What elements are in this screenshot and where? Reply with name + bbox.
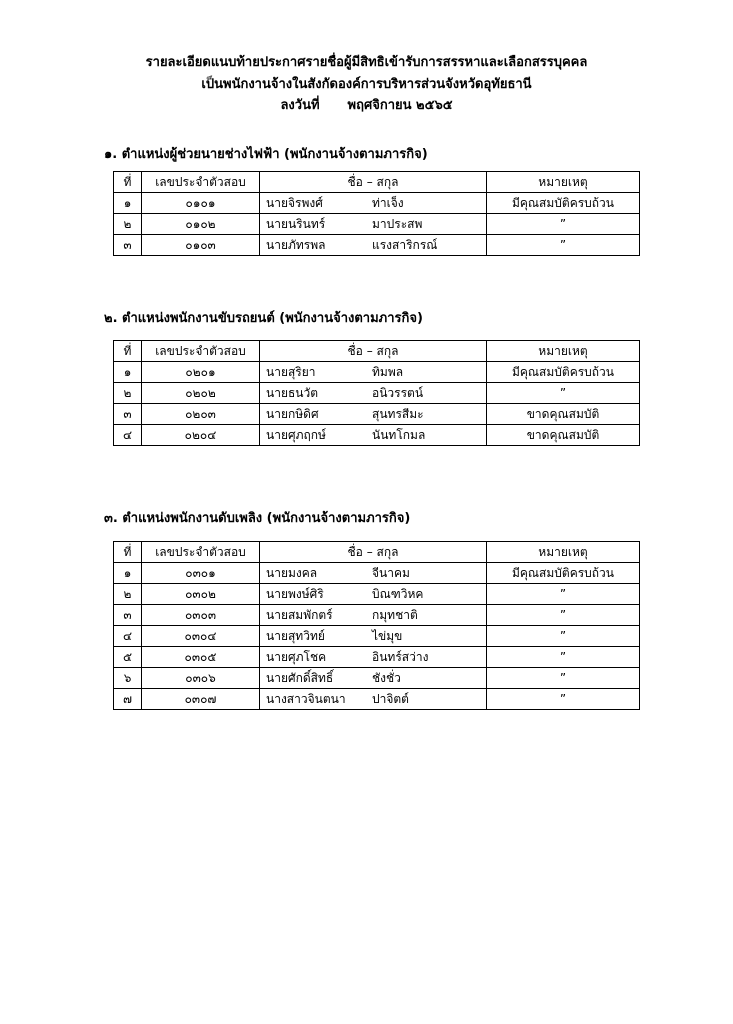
row-name [260,383,487,404]
row-no: ๔ [114,626,142,647]
row-no: ๑ [114,193,142,214]
row-no: ๒ [114,383,142,404]
row-exam-id: ๐๒๐๒ [142,383,260,404]
date-value: พฤศจิกายน ๒๕๖๕ [347,98,453,113]
last-name: อินทร์สว่าง [372,650,429,664]
first-name: นางสาวจินตนา [266,692,346,706]
last-name: นันทโกมล [372,428,426,442]
header-line-2: เป็นพนักงานจ้างในสังกัดองค์การบริหารส่วนจังหวัดอุทัยธานี [201,77,532,92]
col-note: หมายเหตุ [487,542,640,563]
section-title: ๑. ตำแหน่งผู้ช่วยนายช่างไฟฟ้า (พนักงานจ้างตามภารกิจ) [104,147,428,162]
header-line-1: รายละเอียดแนบท้ายประกาศรายชื่อผู้มีสิทธิเข้ารับการสรรหาและเลือกสรรบุคคล [145,55,588,70]
row-exam-id: ๐๑๐๑ [142,193,260,214]
row-name [260,214,487,235]
date-label: ลงวันที่ [280,98,320,113]
row-note: มีคุณสมบัติครบถ้วน [487,193,640,214]
first-name: นายกษิดิศ [266,407,319,421]
last-name: กมุทชาติ [372,608,418,622]
row-exam-id: ๐๓๐๔ [142,626,260,647]
last-name: บิณฑวิหค [372,587,424,601]
row-note: ” [487,214,640,235]
row-exam-id: ๐๓๐๖ [142,668,260,689]
section-table [113,340,640,446]
col-note: หมายเหตุ [487,172,640,193]
row-name [260,626,487,647]
last-name: ทิมพล [372,365,404,379]
row-no: ๓ [114,235,142,256]
first-name: นายศุภฤกษ์ [266,428,326,442]
col-note: หมายเหตุ [487,341,640,362]
row-note: ” [487,584,640,605]
table-row [114,626,640,647]
table-row [114,689,640,710]
table-header-row [114,172,640,193]
section-table [113,171,640,256]
row-no: ๒ [114,584,142,605]
row-note: ” [487,235,640,256]
row-exam-id: ๐๓๐๓ [142,605,260,626]
row-exam-id: ๐๒๐๔ [142,425,260,446]
row-name [260,404,487,425]
table-row [114,383,640,404]
last-name: จีนาคม [372,566,410,580]
section-table [113,541,640,710]
table-row [114,668,640,689]
table-row [114,605,640,626]
col-no: ที่ [114,542,142,563]
first-name: นายภัทรพล [266,238,326,252]
table-row [114,563,640,584]
row-note: ” [487,605,640,626]
row-exam-id: ๐๒๐๑ [142,362,260,383]
first-name: นายศุภโชค [266,650,327,664]
row-exam-id: ๐๑๐๓ [142,235,260,256]
row-note: ” [487,626,640,647]
table-row [114,362,640,383]
row-name [260,689,487,710]
last-name: สุนทรสีมะ [372,407,424,421]
row-name [260,584,487,605]
table-row [114,647,640,668]
first-name: นายพงษ์ศิริ [266,587,324,601]
last-name: ไข่มุข [372,629,403,643]
col-name: ชื่อ – สกุล [260,542,487,563]
table-row [114,214,640,235]
row-note: ขาดคุณสมบัติ [487,404,640,425]
last-name: ชังชั่ว [372,671,401,685]
row-exam-id: ๐๓๐๕ [142,647,260,668]
row-no: ๗ [114,689,142,710]
row-exam-id: ๐๑๐๒ [142,214,260,235]
row-note: ขาดคุณสมบัติ [487,425,640,446]
table-row [114,584,640,605]
col-no: ที่ [114,172,142,193]
row-no: ๑ [114,563,142,584]
row-no: ๔ [114,425,142,446]
last-name: อนิวรรตน์ [372,386,424,400]
col-name: ชื่อ – สกุล [260,341,487,362]
row-exam-id: ๐๓๐๑ [142,563,260,584]
first-name: นายนรินทร์ [266,217,326,231]
first-name: นายมงคล [266,566,318,580]
first-name: นายสมพักตร์ [266,608,333,622]
row-note: ” [487,647,640,668]
last-name: ท่าเจ็ง [372,196,404,210]
row-no: ๕ [114,647,142,668]
col-exam-id: เลขประจำตัวสอบ [142,341,260,362]
col-name: ชื่อ – สกุล [260,172,487,193]
row-note: มีคุณสมบัติครบถ้วน [487,563,640,584]
row-no: ๓ [114,404,142,425]
first-name: นายจิรพงศ์ [266,196,323,210]
row-note: ” [487,668,640,689]
row-no: ๑ [114,362,142,383]
table-row [114,235,640,256]
table-header-row [114,542,640,563]
row-name [260,647,487,668]
last-name: ปาจิตต์ [372,692,409,706]
table-header-row [114,341,640,362]
table-row [114,193,640,214]
section-title: ๒. ตำแหน่งพนักงานขับรถยนต์ (พนักงานจ้างตามภารกิจ) [104,311,423,326]
col-exam-id: เลขประจำตัวสอบ [142,172,260,193]
row-exam-id: ๐๓๐๗ [142,689,260,710]
row-note: ” [487,689,640,710]
first-name: นายธนวัต [266,386,319,400]
row-note: มีคุณสมบัติครบถ้วน [487,362,640,383]
row-name [260,362,487,383]
row-name [260,193,487,214]
first-name: นายศักดิ์สิทธิ์ [266,671,334,685]
col-no: ที่ [114,341,142,362]
last-name: มาประสพ [372,217,423,231]
row-name [260,425,487,446]
section-title: ๓. ตำแหน่งพนักงานดับเพลิง (พนักงานจ้างตามภารกิจ) [104,511,411,526]
first-name: นายสุริยา [266,365,316,379]
first-name: นายสุทวิทย์ [266,629,325,643]
row-note: ” [487,383,640,404]
table-row [114,404,640,425]
row-name [260,235,487,256]
table-row [114,425,640,446]
header-date [0,97,733,115]
row-name [260,668,487,689]
last-name: แรงสาริกรณ์ [372,238,438,252]
row-name [260,605,487,626]
row-no: ๖ [114,668,142,689]
row-exam-id: ๐๓๐๒ [142,584,260,605]
row-name [260,563,487,584]
row-no: ๒ [114,214,142,235]
row-exam-id: ๐๒๐๓ [142,404,260,425]
row-no: ๓ [114,605,142,626]
col-exam-id: เลขประจำตัวสอบ [142,542,260,563]
